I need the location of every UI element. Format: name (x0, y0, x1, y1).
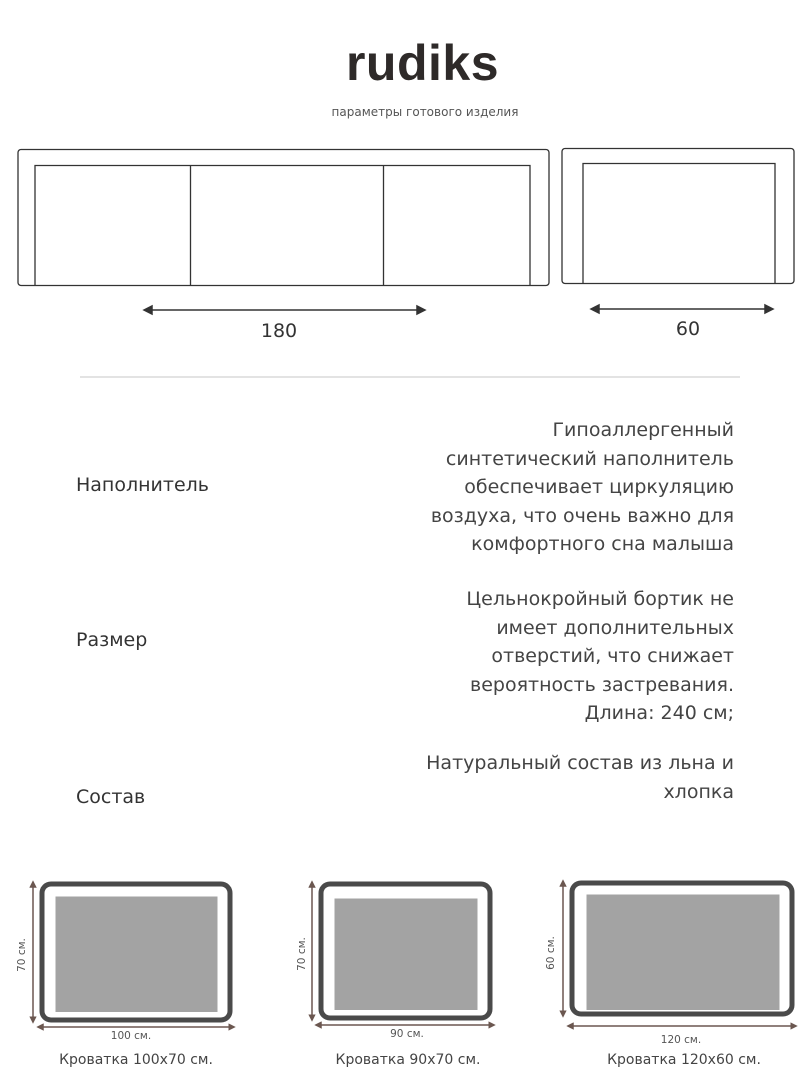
spec-desc-line: Длина: 240 см; (584, 702, 734, 724)
crib-caption: Кроватка 120х60 см. (607, 1052, 761, 1068)
long-panel-outline (18, 150, 549, 286)
spec-label-size: Размер (76, 629, 148, 651)
crib-width-label: 120 см. (660, 1034, 702, 1046)
section-divider (80, 376, 740, 378)
short-panel-inner (583, 164, 775, 284)
short-panel-outline (562, 149, 794, 284)
crib-height-label: 70 см. (16, 938, 28, 972)
spec-desc-line: синтетический наполнитель (445, 447, 734, 470)
crib-120x60 (563, 883, 794, 1026)
long-side-label: 180 (260, 320, 298, 342)
spec-label-composition: Состав (76, 786, 146, 808)
crib-diagrams (0, 870, 810, 1040)
spec-desc-line: Цельнокройный бортик не (466, 588, 734, 610)
spec-desc-line: хлопка (663, 780, 734, 803)
spec-desc-line: Гипоаллергенный (552, 419, 734, 441)
page-subtitle: параметры готового изделия (331, 105, 519, 119)
spec-desc-line: воздуха, что очень важно для (430, 504, 734, 527)
crib-90x70 (312, 884, 492, 1025)
brand-logo: rudiks (345, 35, 500, 91)
spec-desc-composition (374, 749, 734, 806)
short-side-label: 60 (675, 318, 701, 340)
spec-desc-line: комфортного сна малыша (471, 533, 734, 555)
spec-desc-filler (374, 416, 734, 559)
crib-height-label: 60 см. (545, 936, 557, 970)
spec-desc-line: Натуральный состав из льна и (426, 752, 734, 774)
long-panel-inner (35, 166, 530, 286)
crib-caption: Кроватка 90х70 см. (335, 1052, 481, 1068)
spec-label-filler: Наполнитель (76, 474, 209, 496)
spec-desc-line: обеспечивает циркуляцию (464, 476, 734, 498)
spec-desc-line: имеет дополнительных (496, 616, 734, 639)
crib-width-label: 90 см. (390, 1028, 424, 1040)
spec-desc-size (374, 585, 734, 728)
crib-width-label: 100 см. (110, 1030, 152, 1042)
crib-100x70 (33, 884, 232, 1027)
spec-desc-line: отверстий, что снижает (491, 645, 734, 667)
crib-caption: Кроватка 100х70 см. (59, 1052, 213, 1068)
spec-desc-line: вероятность застревания. (470, 673, 734, 696)
crib-height-label: 70 см. (296, 937, 308, 971)
